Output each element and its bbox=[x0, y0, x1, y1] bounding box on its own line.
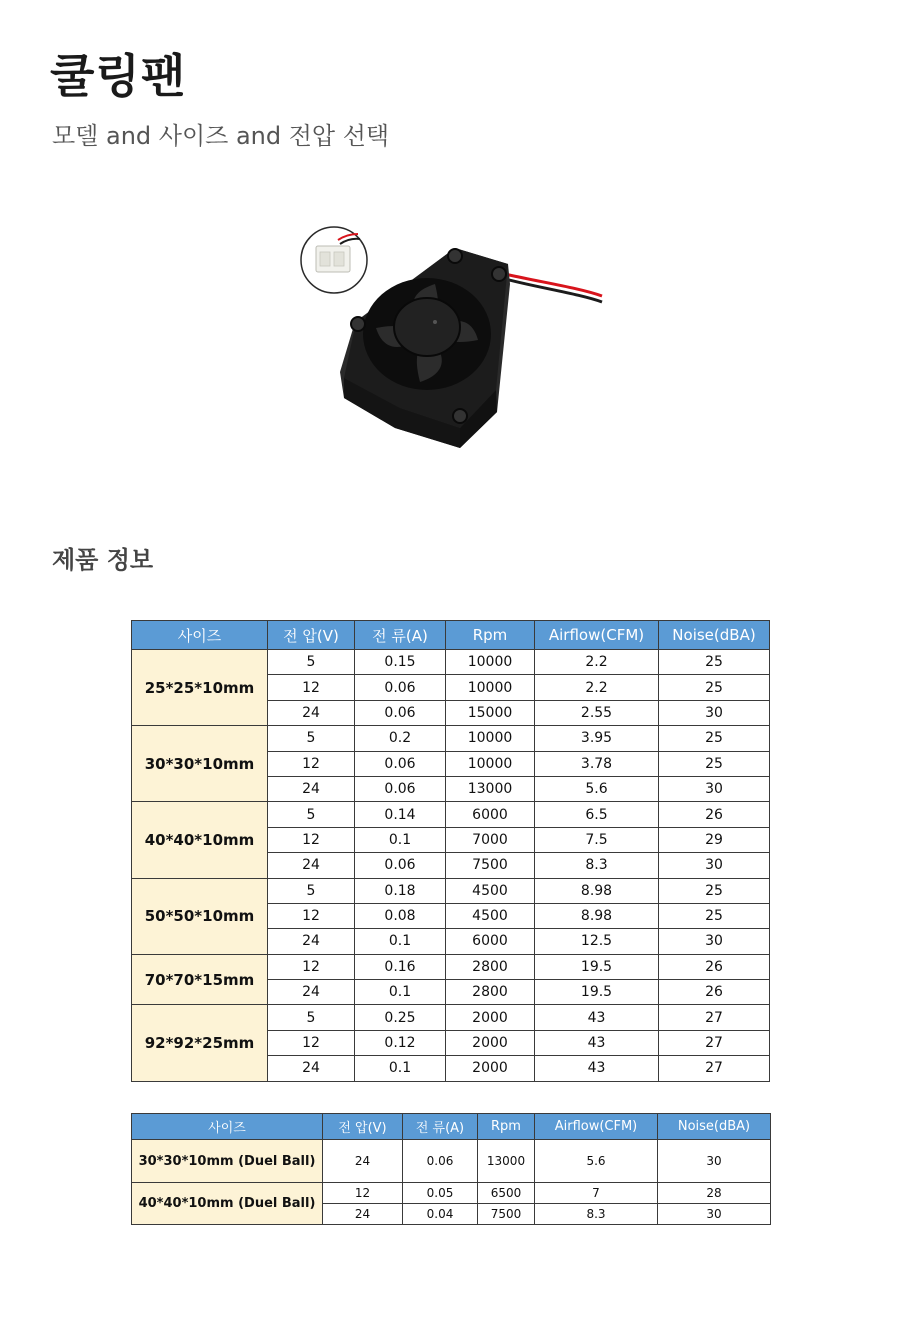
rpm-cell: 2000 bbox=[446, 1030, 535, 1055]
rpm-cell: 7500 bbox=[446, 853, 535, 878]
rpm-cell: 2800 bbox=[446, 980, 535, 1005]
table-row bbox=[132, 1005, 770, 1030]
voltage-cell: 24 bbox=[268, 700, 355, 725]
current-cell: 0.05 bbox=[403, 1183, 478, 1204]
airflow-cell: 2.2 bbox=[535, 675, 659, 700]
column-header-current: 전 류(A) bbox=[355, 621, 446, 650]
spec-table-standard bbox=[131, 620, 770, 1082]
page-title: 쿨링팬 bbox=[50, 49, 187, 103]
noise-cell: 30 bbox=[658, 1204, 771, 1225]
rpm-cell: 7500 bbox=[478, 1204, 535, 1225]
airflow-cell: 8.98 bbox=[535, 878, 659, 903]
page-subtitle: 모델 and 사이즈 and 전압 선택 bbox=[52, 122, 390, 150]
noise-cell: 26 bbox=[659, 954, 770, 979]
size-cell: 40*40*10mm bbox=[132, 802, 268, 878]
spec-table-duel-ball bbox=[131, 1113, 771, 1225]
airflow-cell: 3.95 bbox=[535, 726, 659, 751]
column-header-voltage: 전 압(V) bbox=[268, 621, 355, 650]
rpm-cell: 13000 bbox=[478, 1140, 535, 1183]
noise-cell: 30 bbox=[659, 929, 770, 954]
voltage-cell: 24 bbox=[268, 776, 355, 801]
noise-cell: 25 bbox=[659, 675, 770, 700]
voltage-cell: 24 bbox=[268, 1056, 355, 1081]
airflow-cell: 7.5 bbox=[535, 827, 659, 852]
fan-product-image bbox=[300, 222, 610, 457]
noise-cell: 28 bbox=[658, 1183, 771, 1204]
rpm-cell: 10000 bbox=[446, 675, 535, 700]
table-row bbox=[132, 954, 770, 979]
voltage-cell: 24 bbox=[268, 929, 355, 954]
rpm-cell: 10000 bbox=[446, 751, 535, 776]
column-header-airflow: Airflow(CFM) bbox=[535, 621, 659, 650]
rpm-cell: 13000 bbox=[446, 776, 535, 801]
voltage-cell: 12 bbox=[268, 954, 355, 979]
noise-cell: 25 bbox=[659, 751, 770, 776]
current-cell: 0.1 bbox=[355, 980, 446, 1005]
airflow-cell: 5.6 bbox=[535, 1140, 658, 1183]
rpm-cell: 10000 bbox=[446, 726, 535, 751]
voltage-cell: 12 bbox=[268, 1030, 355, 1055]
table-row bbox=[132, 726, 770, 751]
voltage-cell: 12 bbox=[323, 1183, 403, 1204]
airflow-cell: 7 bbox=[535, 1183, 658, 1204]
current-cell: 0.08 bbox=[355, 903, 446, 928]
rpm-cell: 6000 bbox=[446, 929, 535, 954]
noise-cell: 27 bbox=[659, 1005, 770, 1030]
current-cell: 0.06 bbox=[355, 853, 446, 878]
column-header-voltage: 전 압(V) bbox=[323, 1114, 403, 1140]
voltage-cell: 5 bbox=[268, 650, 355, 675]
size-cell: 30*30*10mm bbox=[132, 726, 268, 802]
current-cell: 0.25 bbox=[355, 1005, 446, 1030]
current-cell: 0.2 bbox=[355, 726, 446, 751]
noise-cell: 25 bbox=[659, 726, 770, 751]
airflow-cell: 2.2 bbox=[535, 650, 659, 675]
airflow-cell: 19.5 bbox=[535, 980, 659, 1005]
size-cell: 30*30*10mm (Duel Ball) bbox=[132, 1140, 323, 1183]
rpm-cell: 2000 bbox=[446, 1005, 535, 1030]
current-cell: 0.06 bbox=[355, 675, 446, 700]
airflow-cell: 43 bbox=[535, 1005, 659, 1030]
rpm-cell: 10000 bbox=[446, 650, 535, 675]
rpm-cell: 4500 bbox=[446, 878, 535, 903]
voltage-cell: 5 bbox=[268, 878, 355, 903]
noise-cell: 30 bbox=[659, 700, 770, 725]
noise-cell: 30 bbox=[659, 853, 770, 878]
column-header-airflow: Airflow(CFM) bbox=[535, 1114, 658, 1140]
wire-icon bbox=[505, 274, 602, 302]
noise-cell: 25 bbox=[659, 878, 770, 903]
airflow-cell: 8.3 bbox=[535, 853, 659, 878]
noise-cell: 25 bbox=[659, 650, 770, 675]
current-cell: 0.1 bbox=[355, 929, 446, 954]
current-cell: 0.06 bbox=[355, 751, 446, 776]
noise-cell: 30 bbox=[659, 776, 770, 801]
table-row bbox=[132, 802, 770, 827]
table-row bbox=[132, 1140, 771, 1183]
current-cell: 0.1 bbox=[355, 827, 446, 852]
noise-cell: 25 bbox=[659, 903, 770, 928]
noise-cell: 27 bbox=[659, 1056, 770, 1081]
airflow-cell: 3.78 bbox=[535, 751, 659, 776]
airflow-cell: 8.3 bbox=[535, 1204, 658, 1225]
size-cell: 92*92*25mm bbox=[132, 1005, 268, 1081]
column-header-noise: Noise(dBA) bbox=[658, 1114, 771, 1140]
airflow-cell: 43 bbox=[535, 1030, 659, 1055]
voltage-cell: 5 bbox=[268, 726, 355, 751]
rpm-cell: 2000 bbox=[446, 1056, 535, 1081]
noise-cell: 26 bbox=[659, 980, 770, 1005]
airflow-cell: 19.5 bbox=[535, 954, 659, 979]
noise-cell: 30 bbox=[658, 1140, 771, 1183]
airflow-cell: 2.55 bbox=[535, 700, 659, 725]
airflow-cell: 5.6 bbox=[535, 776, 659, 801]
noise-cell: 26 bbox=[659, 802, 770, 827]
current-cell: 0.15 bbox=[355, 650, 446, 675]
airflow-cell: 6.5 bbox=[535, 802, 659, 827]
airflow-cell: 8.98 bbox=[535, 903, 659, 928]
noise-cell: 27 bbox=[659, 1030, 770, 1055]
column-header-rpm: Rpm bbox=[478, 1114, 535, 1140]
table-header-row bbox=[132, 621, 770, 650]
table-row bbox=[132, 1183, 771, 1204]
column-header-rpm: Rpm bbox=[446, 621, 535, 650]
size-cell: 70*70*15mm bbox=[132, 954, 268, 1005]
current-cell: 0.06 bbox=[355, 700, 446, 725]
size-cell: 25*25*10mm bbox=[132, 650, 268, 726]
column-header-size: 사이즈 bbox=[132, 621, 268, 650]
rpm-cell: 15000 bbox=[446, 700, 535, 725]
current-cell: 0.04 bbox=[403, 1204, 478, 1225]
voltage-cell: 12 bbox=[268, 751, 355, 776]
current-cell: 0.12 bbox=[355, 1030, 446, 1055]
column-header-current: 전 류(A) bbox=[403, 1114, 478, 1140]
noise-cell: 29 bbox=[659, 827, 770, 852]
size-cell: 50*50*10mm bbox=[132, 878, 268, 954]
rpm-cell: 7000 bbox=[446, 827, 535, 852]
voltage-cell: 12 bbox=[268, 675, 355, 700]
table-header-row bbox=[132, 1114, 771, 1140]
current-cell: 0.14 bbox=[355, 802, 446, 827]
rpm-cell: 4500 bbox=[446, 903, 535, 928]
section-title-product-info: 제품 정보 bbox=[52, 546, 154, 574]
table-row bbox=[132, 650, 770, 675]
airflow-cell: 43 bbox=[535, 1056, 659, 1081]
voltage-cell: 12 bbox=[268, 827, 355, 852]
voltage-cell: 12 bbox=[268, 903, 355, 928]
current-cell: 0.06 bbox=[403, 1140, 478, 1183]
voltage-cell: 5 bbox=[268, 1005, 355, 1030]
voltage-cell: 5 bbox=[268, 802, 355, 827]
connector-icon bbox=[301, 227, 367, 293]
rpm-cell: 6000 bbox=[446, 802, 535, 827]
current-cell: 0.16 bbox=[355, 954, 446, 979]
rpm-cell: 2800 bbox=[446, 954, 535, 979]
airflow-cell: 12.5 bbox=[535, 929, 659, 954]
column-header-noise: Noise(dBA) bbox=[659, 621, 770, 650]
voltage-cell: 24 bbox=[323, 1204, 403, 1225]
table-row bbox=[132, 878, 770, 903]
rpm-cell: 6500 bbox=[478, 1183, 535, 1204]
size-cell: 40*40*10mm (Duel Ball) bbox=[132, 1183, 323, 1225]
voltage-cell: 24 bbox=[268, 853, 355, 878]
current-cell: 0.06 bbox=[355, 776, 446, 801]
column-header-size: 사이즈 bbox=[132, 1114, 323, 1140]
current-cell: 0.18 bbox=[355, 878, 446, 903]
current-cell: 0.1 bbox=[355, 1056, 446, 1081]
voltage-cell: 24 bbox=[323, 1140, 403, 1183]
voltage-cell: 24 bbox=[268, 980, 355, 1005]
